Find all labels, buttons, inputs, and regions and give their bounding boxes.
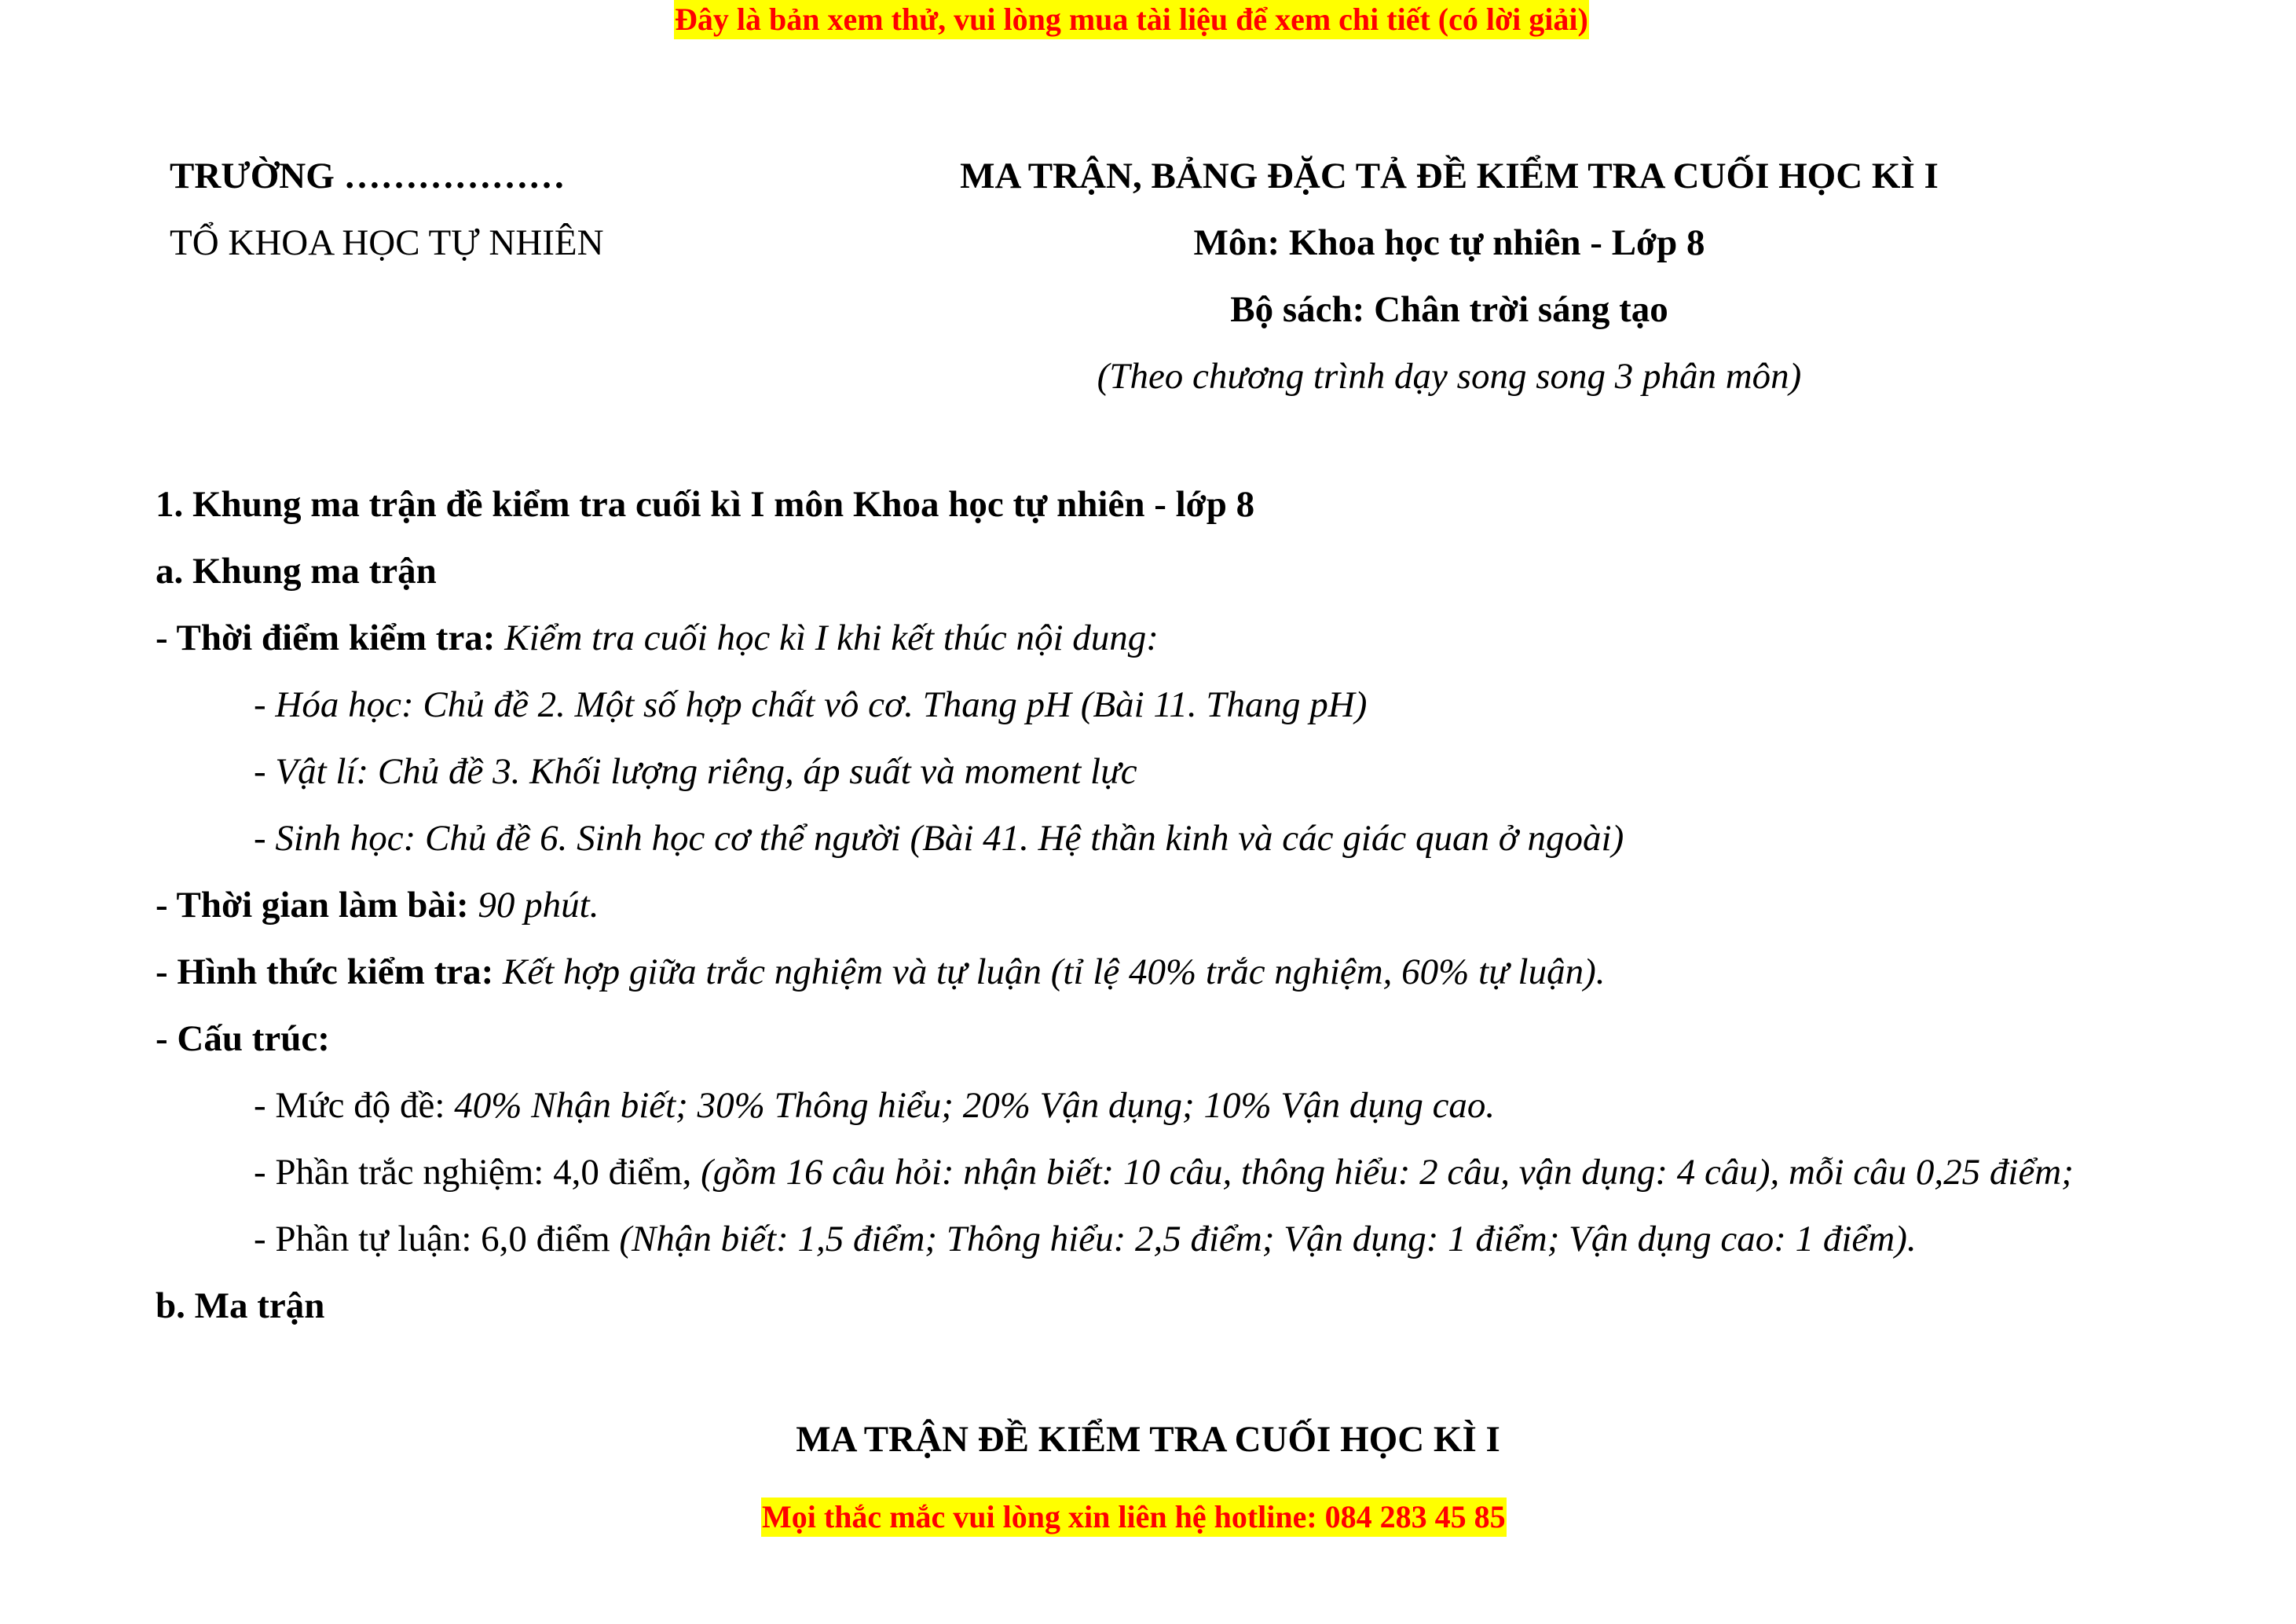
school-name: TRƯỜNG ………………: [170, 156, 566, 196]
difficulty-levels-value: 40% Nhận biết; 30% Thông hiểu; 20% Vận dụng; 10% Vận dụng cao.: [454, 1085, 1496, 1126]
essay-value: (Nhận biết: 1,5 điểm; Thông hiểu: 2,5 điểm; Vận dụng: 1 điểm; Vận dụng cao: 1 điểm).: [619, 1219, 1917, 1259]
difficulty-levels-label: - Mức độ đề:: [254, 1085, 455, 1126]
difficulty-levels-line: [254, 1083, 1495, 1127]
format-label: - Hình thức kiểm tra:: [156, 951, 494, 992]
content-item-chemistry: - Hóa học: Chủ đề 2. Một số hợp chất vô cơ. Thang pH (Bài 11. Thang pH): [254, 684, 1368, 725]
test-time-value: Kiểm tra cuối học kì I khi kết thúc nội dung:: [495, 618, 1159, 658]
subject-line: Môn: Khoa học tự nhiên - Lớp 8: [1193, 222, 1705, 263]
content-item-physics: - Vật lí: Chủ đề 3. Khối lượng riêng, áp suất và moment lực: [254, 751, 1137, 792]
duration-value: 90 phút.: [468, 885, 599, 926]
multiple-choice-line: [254, 1150, 2074, 1194]
curriculum-note: (Theo chương trình dạy song song 3 phân môn): [1097, 356, 1802, 397]
duration-label: - Thời gian làm bài:: [156, 885, 469, 926]
content-item-biology: - Sinh học: Chủ đề 6. Sinh học cơ thể người (Bài 41. Hệ thần kinh và các giác quan ở ngoài): [254, 818, 1624, 859]
essay-line: [254, 1217, 1917, 1261]
duration-line: [156, 883, 599, 927]
multiple-choice-value: (gồm 16 câu hỏi: nhận biết: 10 câu, thông hiểu: 2 câu, vận dụng: 4 câu), mỗi câu 0,25 điểm;: [701, 1152, 2074, 1193]
document-title: MA TRẬN, BẢNG ĐẶC TẢ ĐỀ KIỂM TRA CUỐI HỌC KÌ I: [960, 156, 1939, 196]
essay-label: - Phần tự luận: 6,0 điểm: [254, 1219, 620, 1259]
hotline-banner: Mọi thắc mắc vui lòng xin liên hệ hotline: 084 283 45 85: [761, 1498, 1507, 1537]
format-value: Kết hợp giữa trắc nghiệm và tự luận (tỉ lệ 40% trắc nghiệm, 60% tự luận).: [493, 951, 1606, 992]
test-time-label: - Thời điểm kiểm tra:: [156, 618, 496, 658]
book-series-line: Bộ sách: Chân trời sáng tạo: [1230, 289, 1668, 330]
section-1-heading: 1. Khung ma trận đề kiểm tra cuối kì I môn Khoa học tự nhiên - lớp 8: [156, 484, 1255, 525]
section-b-heading: b. Ma trận: [156, 1285, 325, 1326]
matrix-title: MA TRẬN ĐỀ KIỂM TRA CUỐI HỌC KÌ I: [796, 1419, 1500, 1460]
section-a-heading: a. Khung ma trận: [156, 551, 437, 592]
test-time-line: [156, 616, 1159, 660]
department-name: TỔ KHOA HỌC TỰ NHIÊN: [170, 222, 604, 263]
multiple-choice-label: - Phần trắc nghiệm: 4,0 điểm,: [254, 1152, 701, 1193]
preview-notice-banner: Đây là bản xem thử, vui lòng mua tài liệu để xem chi tiết (có lời giải): [674, 0, 1589, 39]
structure-heading: - Cấu trúc:: [156, 1018, 330, 1059]
format-line: [156, 950, 1605, 994]
